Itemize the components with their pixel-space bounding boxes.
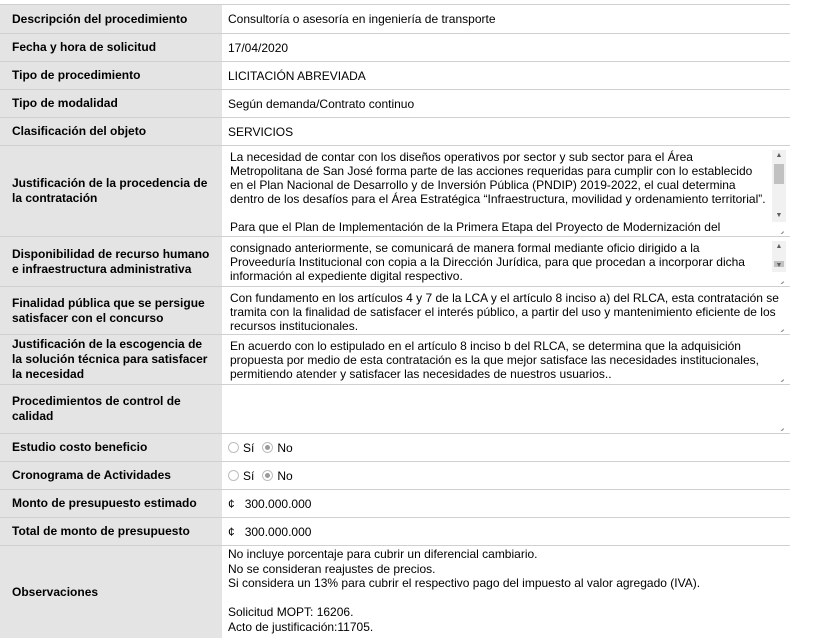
label-monto: Monto de presupuesto estimado xyxy=(0,490,222,517)
estudio-radio-no[interactable] xyxy=(262,442,273,453)
row-tipo-modalidad xyxy=(0,90,790,117)
value-procedimientos-cell xyxy=(222,385,790,433)
cronograma-option-no: No xyxy=(277,468,293,483)
cronograma-radio-no[interactable] xyxy=(262,470,273,481)
finalidad-textarea[interactable] xyxy=(228,291,786,332)
disponibilidad-text: consignado anteriormente, se comunicará de manera formal mediante oficio dirigido a la Proveeduría Institucional con copia a la Dirección Jurídica, para que procedan a incorporar dicha información al expediente digital respectivo. xyxy=(230,241,745,283)
row-clasificacion xyxy=(0,118,790,145)
row-observaciones xyxy=(0,546,790,638)
label-clasificacion: Clasificación del objeto xyxy=(0,118,222,145)
currency-symbol: ¢ xyxy=(228,524,235,539)
estudio-option-no: No xyxy=(277,440,293,455)
scroll-up-icon[interactable]: ▲ xyxy=(775,243,783,250)
value-monto: 300.000.000 xyxy=(244,496,312,511)
observaciones-line xyxy=(228,591,700,606)
label-descripcion: Descripción del procedimiento xyxy=(0,5,222,33)
escogencia-text: En acuerdo con lo estipulado en el artículo 8 inciso b del RLCA, se determina que la adquisición propuesta por medio de esta contratación es la que mejor satisface las necesidades institucionales, permitiendo atender y satisfacer las necesidades de nuestros usuarios.. xyxy=(230,339,759,381)
observaciones-line: Si considera un 13% para cubrir el respectivo pago del impuesto al valor agregado (IVA). xyxy=(228,576,701,590)
value-observaciones xyxy=(222,546,790,638)
observaciones-line: No incluye porcentaje para cubrir un diferencial cambiario. xyxy=(228,547,538,561)
justificacion-paragraph-1: La necesidad de contar con los diseños operativos por sector y sub sector para el Área Metropolitana de San José forma parte de las acciones requeridas para cumplir con lo establecido en el Plan Nacional de Desarrollo y de Inversión Pública (PNDIP) 2019-2022, el cual determina dentro de los desafíos para el Área Estratégica “Infraestructura, movilidad y ordenamiento territorial”. xyxy=(230,150,766,206)
value-finalidad-cell xyxy=(222,287,790,334)
row-escogencia xyxy=(0,335,790,384)
observaciones-line: Solicitud MOPT: 16206. xyxy=(228,605,354,619)
scrollbar-thumb[interactable] xyxy=(774,164,784,184)
label-tipo-procedimiento: Tipo de procedimiento xyxy=(0,62,222,89)
label-justificacion: Justificación de la procedencia de la contratación xyxy=(0,146,222,236)
label-observaciones: Observaciones xyxy=(0,546,222,638)
disponibilidad-scrollbar[interactable] xyxy=(772,241,786,272)
label-procedimientos: Procedimientos de control de calidad xyxy=(0,385,222,433)
justificacion-textarea[interactable] xyxy=(228,150,786,234)
estudio-option-si: Sí xyxy=(243,440,255,455)
row-justificacion xyxy=(0,146,790,236)
scroll-down-icon[interactable]: ▼ xyxy=(775,212,783,219)
row-monto xyxy=(0,490,790,517)
resize-grip-icon[interactable] xyxy=(774,272,786,284)
label-cronograma: Cronograma de Actividades xyxy=(0,462,222,489)
observaciones-line: Acto de justificación:11705. xyxy=(228,619,374,634)
value-tipo-modalidad: Según demanda/Contrato continuo xyxy=(228,96,415,111)
currency-symbol: ¢ xyxy=(228,496,235,511)
value-tipo-procedimiento: LICITACIÓN ABREVIADA xyxy=(228,68,366,83)
justificacion-paragraph-2: Para que el Plan de Implementación de la Primera Etapa del Proyecto de Modernización del xyxy=(230,220,721,234)
row-estudio xyxy=(0,434,790,461)
value-descripcion: Consultoría o asesoría en ingeniería de transporte xyxy=(228,12,496,26)
procedimientos-textarea[interactable] xyxy=(228,389,786,431)
resize-grip-icon[interactable] xyxy=(774,320,786,332)
estudio-radio-si[interactable] xyxy=(228,442,239,453)
label-disponibilidad: Disponibilidad de recurso humano e infraestructura administrativa xyxy=(0,237,222,286)
row-disponibilidad xyxy=(0,237,790,286)
row-total xyxy=(0,518,790,545)
resize-grip-icon[interactable] xyxy=(774,419,786,431)
value-estudio xyxy=(222,434,790,461)
value-monto-cell xyxy=(222,490,790,517)
value-cronograma xyxy=(222,462,790,489)
label-escogencia: Justificación de la escogencia de la solución técnica para satisfacer la necesidad xyxy=(0,335,222,384)
value-total-cell xyxy=(222,518,790,545)
value-clasificacion: SERVICIOS xyxy=(228,124,294,139)
scroll-up-icon[interactable]: ▲ xyxy=(775,152,783,159)
value-fecha: 17/04/2020 xyxy=(228,40,289,55)
value-disponibilidad-cell xyxy=(222,237,790,286)
row-tipo-procedimiento xyxy=(0,62,790,89)
label-fecha: Fecha y hora de solicitud xyxy=(0,34,222,61)
value-justificacion-cell xyxy=(222,146,790,236)
justificacion-scrollbar[interactable] xyxy=(772,150,786,222)
scroll-down-icon[interactable]: ▼ xyxy=(775,262,783,269)
finalidad-text: Con fundamento en los artículos 4 y 7 de la LCA y el artículo 8 inciso a) del RLCA, esta contratación se tramita con la finalidad de satisfacer el interés público, a partir del uso y mantenimiento eficiente de los recursos institucionales. xyxy=(230,291,779,332)
cronograma-radio-si[interactable] xyxy=(228,470,239,481)
row-descripcion xyxy=(0,5,790,33)
justificacion-text xyxy=(228,150,786,234)
row-procedimientos xyxy=(0,385,790,433)
resize-grip-icon[interactable] xyxy=(774,222,786,234)
label-finalidad: Finalidad pública que se persigue satisfacer con el concurso xyxy=(0,287,222,334)
observaciones-line: No se consideran reajustes de precios. xyxy=(228,561,436,576)
label-estudio: Estudio costo beneficio xyxy=(0,434,222,461)
row-cronograma xyxy=(0,462,790,489)
escogencia-textarea[interactable] xyxy=(228,339,786,382)
row-fecha xyxy=(0,34,790,61)
cronograma-option-si: Sí xyxy=(243,468,255,483)
observaciones-text xyxy=(228,547,700,634)
label-tipo-modalidad: Tipo de modalidad xyxy=(0,90,222,117)
row-finalidad xyxy=(0,287,790,334)
value-escogencia-cell xyxy=(222,335,790,384)
value-total: 300.000.000 xyxy=(244,524,312,539)
label-total: Total de monto de presupuesto xyxy=(0,518,222,545)
disponibilidad-textarea[interactable] xyxy=(228,241,786,284)
resize-grip-icon[interactable] xyxy=(774,370,786,382)
